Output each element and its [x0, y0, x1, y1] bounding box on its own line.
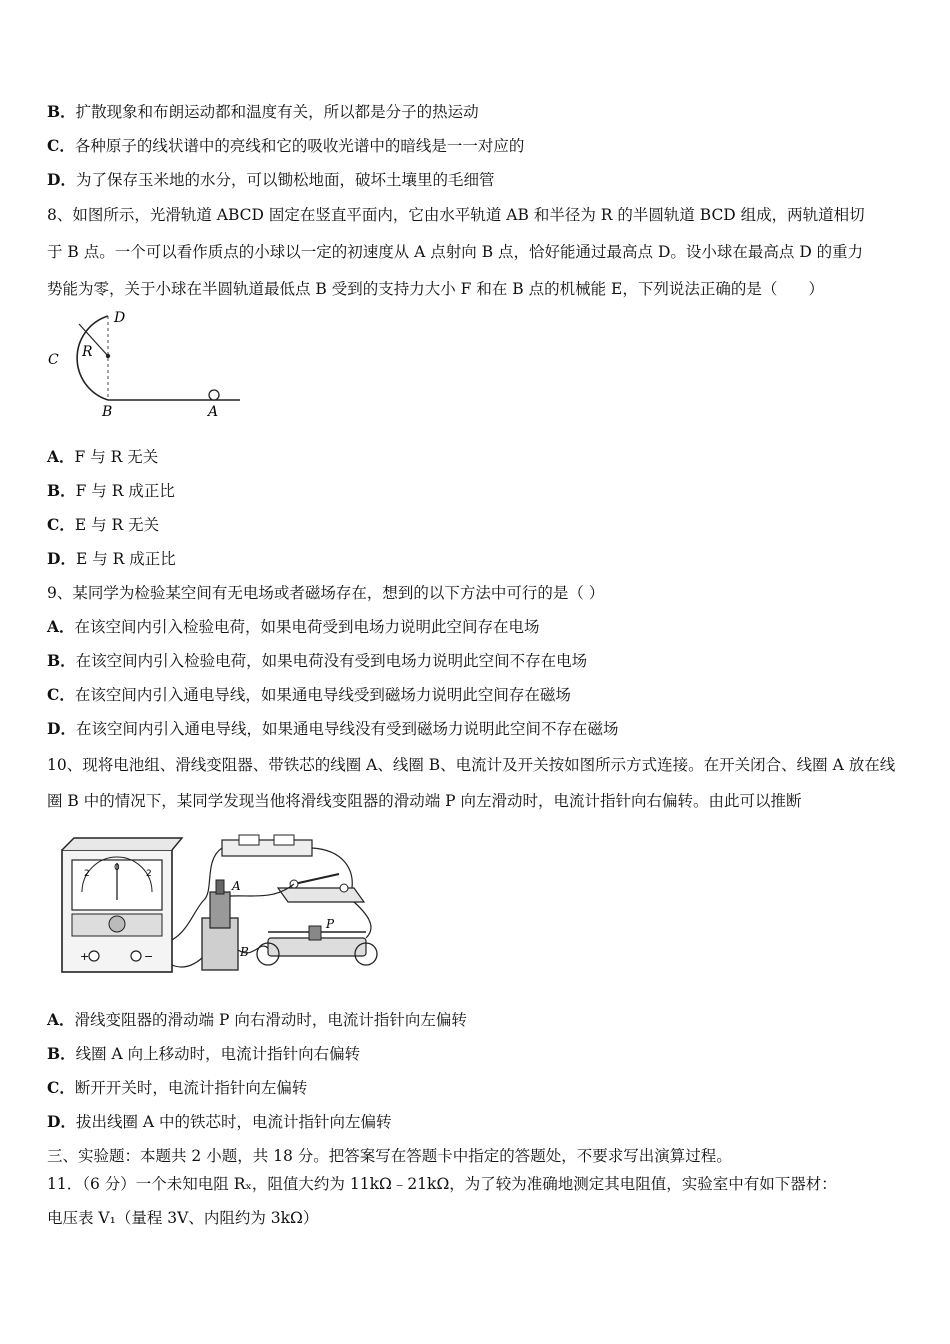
q7-option-d — [47, 170, 494, 190]
q10-circuit-figure — [54, 830, 384, 980]
battery — [222, 840, 312, 856]
q8-stem-line3: 势能为零，关于小球在半圆轨道最低点 B 受到的支持力大小 F 和在 B 点的机械能 E，下列说法正确的是（ ） — [47, 280, 824, 298]
label-d: D — [114, 310, 126, 326]
switch-base — [278, 888, 364, 902]
battery-cell-1 — [239, 835, 259, 845]
label-r: R — [82, 344, 93, 360]
option-label: A． — [47, 617, 75, 636]
q10-option-a — [47, 1010, 467, 1030]
switch-blade — [294, 874, 339, 884]
label-p: P — [326, 917, 335, 931]
ball — [209, 390, 219, 400]
option-label: D． — [47, 170, 76, 189]
option-label: B． — [47, 1044, 76, 1063]
option-label: B． — [47, 102, 76, 121]
option-label: D． — [47, 719, 76, 738]
option-text: 拔出线圈 A 中的铁芯时，电流计指针向左偏转 — [75, 1113, 392, 1131]
option-label: B． — [47, 651, 76, 670]
q10-option-c — [47, 1078, 307, 1098]
iron-core — [216, 880, 224, 894]
option-label: C． — [47, 685, 75, 704]
q8-track-figure — [44, 308, 244, 423]
option-text: 在该空间内引入检验电荷，如果电荷没有受到电场力说明此空间不存在电场 — [75, 652, 588, 670]
option-label: A． — [47, 447, 75, 466]
label-c: C — [48, 352, 59, 368]
option-text: 在该空间内引入通电导线，如果通电导线没有受到磁场力说明此空间不存在磁场 — [75, 720, 619, 738]
option-text: E 与 R 无关 — [74, 516, 160, 534]
q9-option-d — [47, 719, 618, 739]
q8-stem-line2: 于 B 点。一个可以看作质点的小球以一定的初速度从 A 点射向 B 点，恰好能通过最高点 D。设小球在最高点 D 的重力 — [47, 243, 864, 261]
wire-2 — [312, 848, 352, 888]
option-text: 各种原子的线状谱中的亮线和它的吸收光谱中的暗线是一一对应的 — [74, 137, 525, 155]
option-text: 在该空间内引入检验电荷，如果电荷受到电场力说明此空间存在电场 — [74, 618, 540, 636]
option-label: C． — [47, 136, 75, 155]
section-3-heading: 三、实验题：本题共 2 小题，共 18 分。把答案写在答题卡中指定的答题处，不要求写出演算过程。 — [47, 1147, 732, 1165]
slider-p — [309, 926, 321, 940]
option-text: 线圈 A 向上移动时，电流计指针向右偏转 — [75, 1045, 361, 1063]
q8-option-d — [47, 549, 176, 569]
q9-option-b — [47, 651, 587, 671]
q10-stem-line1: 10、现将电池组、滑线变阻器、带铁芯的线圈 A、线圈 B、电流计及开关按如图所示方式连接。在开关闭合、线圈 A 放在线 — [47, 756, 896, 774]
label-a: A — [208, 404, 219, 420]
option-text: F 与 R 无关 — [74, 448, 159, 466]
option-text: 扩散现象和布朗运动都和温度有关，所以都是分子的热运动 — [75, 103, 479, 121]
option-label: C． — [47, 515, 75, 534]
option-text: 滑线变阻器的滑动端 P 向右滑动时，电流计指针向左偏转 — [74, 1011, 467, 1029]
option-text: F 与 R 成正比 — [75, 482, 175, 500]
option-label: A． — [47, 1010, 75, 1029]
q11-stem: 11．（6 分）一个未知电阻 Rₓ，阻值大约为 11kΩ﹣21kΩ，为了较为准确地测定其电阻值，实验室中有如下器材： — [47, 1175, 837, 1193]
coil-a — [210, 892, 230, 928]
q8-option-c — [47, 515, 159, 535]
dial-two-right: 2 — [146, 869, 152, 879]
rheostat — [268, 938, 366, 956]
battery-cell-2 — [274, 835, 294, 845]
q10-option-b — [47, 1044, 360, 1064]
q10-option-d — [47, 1112, 392, 1132]
center-dot — [106, 354, 110, 358]
label-b: B — [102, 404, 113, 420]
q11-item-voltmeter: 电压表 V₁（量程 3V、内阻约为 3kΩ） — [47, 1209, 319, 1227]
terminal-minus — [131, 951, 141, 961]
option-text: 为了保存玉米地的水分，可以锄松地面，破坏土壤里的毛细管 — [75, 171, 495, 189]
dial-zero: 0 — [114, 863, 120, 873]
q9-option-a — [47, 617, 540, 637]
q7-option-c — [47, 136, 524, 156]
option-label: C． — [47, 1078, 75, 1097]
minus-sign: − — [144, 950, 154, 963]
option-label: D． — [47, 549, 76, 568]
dial-two-left: 2 — [84, 869, 90, 879]
q7-option-b — [47, 102, 479, 122]
terminal-plus — [89, 951, 99, 961]
q8-option-b — [47, 481, 175, 501]
option-label: B． — [47, 481, 76, 500]
galvanometer-top — [62, 838, 182, 850]
option-text: E 与 R 成正比 — [75, 550, 176, 568]
q8-option-a — [47, 447, 158, 467]
q9-option-c — [47, 685, 571, 705]
q10-stem-line2: 圈 B 中的情况下，某同学发现当他将滑线变阻器的滑动端 P 向左滑动时，电流计指针向右偏转。由此可以推断 — [47, 792, 802, 810]
galvanometer-knob — [109, 916, 125, 932]
q9-stem: 9、某同学为检验某空间有无电场或者磁场存在，想到的以下方法中可行的是（ ） — [47, 584, 605, 602]
label-coil-b: B — [240, 945, 249, 959]
q8-stem-line1: 8、如图所示，光滑轨道 ABCD 固定在竖直平面内，它由水平轨道 AB 和半径为 R 的半圆轨道 BCD 组成，两轨道相切 — [47, 206, 865, 224]
wire-6 — [172, 958, 202, 967]
label-coil-a: A — [232, 879, 241, 893]
plus-sign: + — [80, 950, 90, 963]
option-text: 在该空间内引入通电导线，如果通电导线受到磁场力说明此空间存在磁场 — [74, 686, 571, 704]
option-label: D． — [47, 1112, 76, 1131]
switch-contact — [340, 884, 348, 892]
option-text: 断开开关时，电流计指针向左偏转 — [74, 1079, 308, 1097]
